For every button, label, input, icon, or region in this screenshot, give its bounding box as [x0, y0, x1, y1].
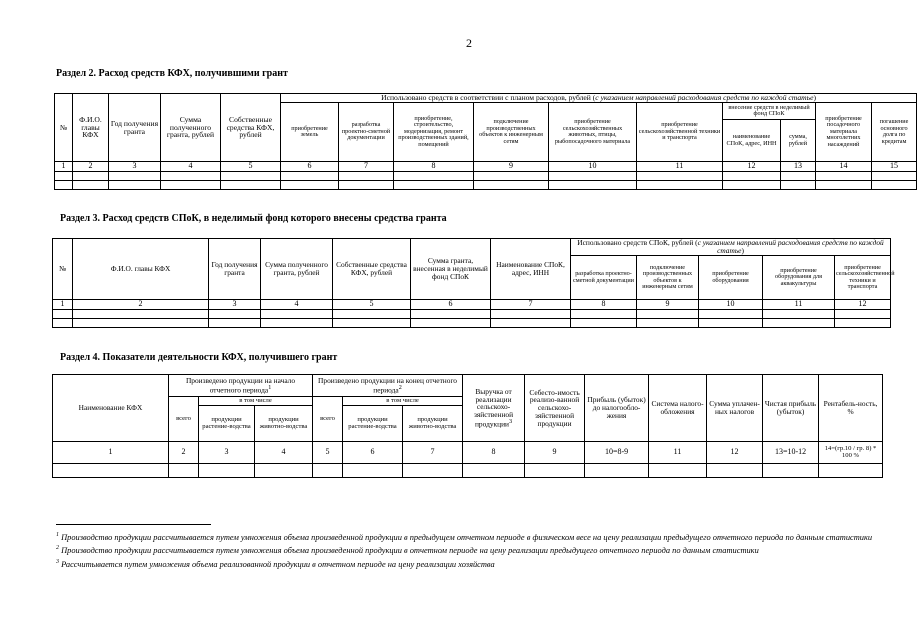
section-2-title: Раздел 2. Расход средств КФХ, получившими грант [56, 68, 288, 79]
column-number: 12 [707, 442, 763, 464]
col-spok-name-header: наименование СПоК, адрес, ИНН [723, 120, 781, 162]
col-animals-header: приобретение сельскохозяйственных животных, птицы, рыбопосадочного материала [549, 103, 637, 162]
column-number: 13=10-12 [763, 442, 819, 464]
col-year-header: Год получения гранта [109, 94, 161, 162]
column-number: 7 [339, 162, 394, 172]
column-number: 8 [394, 162, 474, 172]
column-number: 15 [872, 162, 917, 172]
col-credit-header: погашение основного долга по кредитам [872, 103, 917, 162]
column-number: 6 [343, 442, 403, 464]
col-spok-name-header: Наименование СПоК, адрес, ИНН [491, 239, 571, 300]
col-spok-fund-group-header: внесение средств в неделимый фонд СПоК [723, 103, 816, 120]
column-number: 11 [763, 300, 835, 310]
column-number: 7 [403, 442, 463, 464]
column-number: 13 [781, 162, 816, 172]
column-number: 1 [53, 300, 73, 310]
footnote-2: $^2$ Производство продукции рассчитывается путем умножения объема произведенной продукции в отчетном периоде на цену реализации предыдущего отчетного периода по данным статистики [56, 545, 759, 556]
col-project-docs-header: разработка проектно-сметной документации [339, 103, 394, 162]
col-start-livestock-header: продукции животно-водства [255, 406, 313, 442]
col-fio-header: Ф.И.О. главы КФХ [73, 239, 209, 300]
column-number: 3 [209, 300, 261, 310]
column-number: 9 [637, 300, 699, 310]
produced-start-group-header: Произведено продукции на начало отчетного периода$^1$ [169, 375, 313, 397]
column-number: 5 [221, 162, 281, 172]
col-number-header: № [55, 94, 73, 162]
column-number: 9 [525, 442, 585, 464]
col-buildings-header: приобретение, строительство, модернизация, ремонт производственных зданий, помещений [394, 103, 474, 162]
col-fio-header: Ф.И.О. главы КФХ [73, 94, 109, 162]
table-row [53, 464, 883, 478]
column-number: 9 [474, 162, 549, 172]
column-numbers-row [55, 162, 917, 172]
column-number: 8 [571, 300, 637, 310]
table-row [53, 310, 891, 319]
column-number: 4 [255, 442, 313, 464]
footnote-1: $^1$ Производство продукции рассчитывается путем умножения объема произведенной продукции в предыдущем отчетном периоде в физическом весе на цену реализации предыдущего отчетного периода по данным статистики [56, 532, 873, 542]
column-number: 5 [333, 300, 411, 310]
column-number: 11 [649, 442, 707, 464]
used-funds-group-header: Использовано средств в соответствии с планом расходов, рублей (с указанием направлений расходования средств по каждой статье) [281, 94, 917, 103]
col-profitability-header: Рентабель-ность, % [819, 375, 883, 442]
column-number: 3 [109, 162, 161, 172]
col-farm-name-header: Наименование КФХ [53, 375, 169, 442]
table-row [55, 172, 917, 181]
column-number: 6 [281, 162, 339, 172]
col-end-livestock-header: продукции животно-водства [403, 406, 463, 442]
footnote-3: $^3$ Рассчитывается путем умножения объема реализованной продукции в отчетном периоде на цену реализации хозяйства [56, 558, 495, 569]
section-4-table [52, 374, 883, 478]
footnotes [56, 530, 876, 570]
col-engineering-header: подключение производственных объектов к инженерным сетям [637, 256, 699, 300]
col-own-funds-header: Собственные средства КФХ, рублей [221, 94, 281, 162]
column-numbers-row [53, 442, 883, 464]
col-net-profit-header: Чистая прибыль (убыток) [763, 375, 819, 442]
section-4-title: Раздел 4. Показатели деятельности КФХ, получившего грант [60, 352, 338, 363]
column-number: 2 [73, 162, 109, 172]
col-taxes-paid-header: Сумма уплачен-ных налогов [707, 375, 763, 442]
column-number: 14 [816, 162, 872, 172]
column-number: 1 [55, 162, 73, 172]
col-machinery-header: приобретение сельскохозяйственной техники и транспорта [835, 256, 891, 300]
col-seed-header: приобретение посадочного материала многолетних насаждений [816, 103, 872, 162]
col-engineering-header: подключение производственных объектов к инженерным сетям [474, 103, 549, 162]
end-including-header: в том числе [343, 397, 463, 406]
section-2-table [54, 93, 917, 190]
col-tax-system-header: Система налого-обложения [649, 375, 707, 442]
column-number: 4 [161, 162, 221, 172]
col-aquaculture-header: приобретение оборудования для аквакультуры [763, 256, 835, 300]
footnote-divider [56, 524, 211, 525]
column-number: 3 [199, 442, 255, 464]
produced-end-group-header: Произведено продукции на конец отчетного периода$^2$ [313, 375, 463, 397]
col-grant-sum-header: Сумма полученного гранта, рублей [161, 94, 221, 162]
col-grant-fund-header: Сумма гранта, внесенная в неделимый фонд СПоК [411, 239, 491, 300]
column-number: 12 [723, 162, 781, 172]
column-number: 5 [313, 442, 343, 464]
col-project-docs-header: разработка проектно-сметной документации [571, 256, 637, 300]
section-3-title: Раздел 3. Расход средств СПоК, в неделимый фонд которого внесены средства гранта [60, 213, 447, 224]
table-row [55, 181, 917, 190]
column-number: 1 [53, 442, 169, 464]
column-number: 8 [463, 442, 525, 464]
col-machinery-header: приобретение сельскохозяйственной техники и транспорта [637, 103, 723, 162]
column-number: 7 [491, 300, 571, 310]
col-number-header: № [53, 239, 73, 300]
page-number: 2 [466, 36, 472, 50]
col-profit-header: Прибыль (убыток) до налогообло-жения [585, 375, 649, 442]
column-number: 11 [637, 162, 723, 172]
column-number: 2 [169, 442, 199, 464]
footnote-mark: 2 [398, 384, 402, 391]
col-land-header: приобретение земель [281, 103, 339, 162]
col-end-crop-header: продукции растение-водства [343, 406, 403, 442]
col-cost-header: Себесто-имость реализо-ванной сельскохо-зяйственной продукции [525, 375, 585, 442]
col-revenue-header: Выручка от реализации сельскохо-зяйственной продукции$^3$ [463, 375, 525, 442]
start-including-header: в том числе [199, 397, 313, 406]
column-number: 10 [699, 300, 763, 310]
column-numbers-row [53, 300, 891, 310]
footnote-mark: 3 [509, 418, 513, 425]
col-year-header: Год получения гранта [209, 239, 261, 300]
col-spok-sum-header: сумма, рублей [781, 120, 816, 162]
column-number: 10 [549, 162, 637, 172]
col-start-crop-header: продукции растение-водства [199, 406, 255, 442]
column-number: 14=(гр.10 / гр. 8) * 100 % [819, 442, 883, 464]
table-row [53, 319, 891, 328]
column-number: 6 [411, 300, 491, 310]
col-equipment-header: приобретение оборудования [699, 256, 763, 300]
column-number: 12 [835, 300, 891, 310]
col-own-funds-header: Собственные средства КФХ, рублей [333, 239, 411, 300]
footnote-mark: 1 [268, 384, 272, 391]
column-number: 10=8-9 [585, 442, 649, 464]
col-grant-sum-header: Сумма полученного гранта, рублей [261, 239, 333, 300]
column-number: 2 [73, 300, 209, 310]
column-number: 4 [261, 300, 333, 310]
section-3-table [52, 238, 895, 328]
used-spok-funds-group-header: Использовано средств СПоК, рублей (с указанием направлений расходования средств по каждой статье) [571, 239, 891, 256]
col-end-total-header: всего [313, 397, 343, 442]
col-start-total-header: всего [169, 397, 199, 442]
